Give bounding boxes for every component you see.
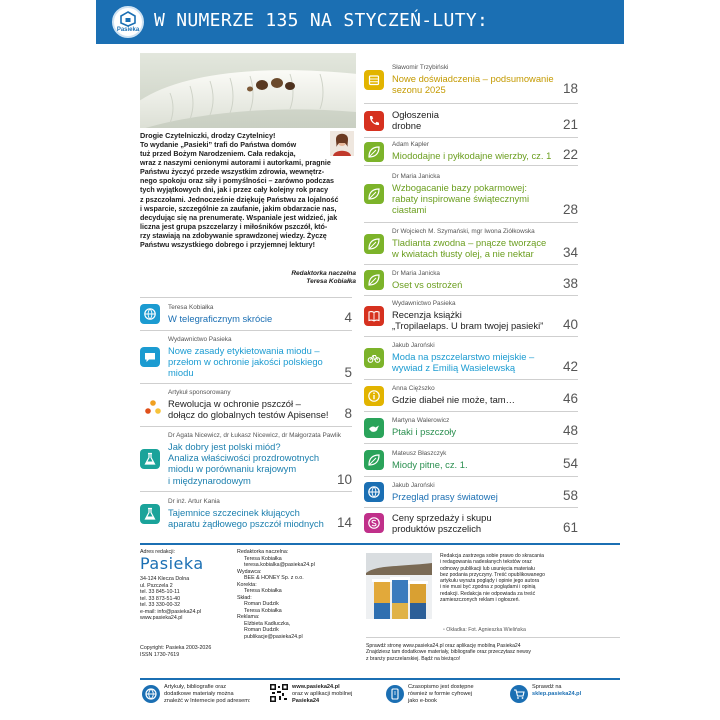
toc-title-line: aparatu żądłowego pszczół miodnych xyxy=(168,518,324,530)
disclaimer xyxy=(440,553,620,603)
bottom-line: www.pasieka24.pl xyxy=(292,684,340,690)
letter-signature xyxy=(291,270,356,287)
hive-icon xyxy=(364,70,384,90)
toc-page-number: 46 xyxy=(562,391,578,407)
cover-credit xyxy=(443,627,526,634)
toc-title-line: Ogłoszenia xyxy=(392,109,439,120)
toc-page-number: 22 xyxy=(562,147,578,163)
letter-line: i wsparcie, szczególnie za zaufanie, jakim obdarzacie nas, xyxy=(140,204,337,213)
staff-label: Wydawca: xyxy=(237,568,262,575)
toc-entry[interactable] xyxy=(140,491,352,535)
toc-title[interactable] xyxy=(392,182,560,216)
disclaimer-line: redakcji. Redakcja nie odpowiada za treść xyxy=(440,590,536,597)
signature-name: Teresa Kobiałka xyxy=(306,278,356,286)
toc-title-line: Gdzie diabeł nie może, tam… xyxy=(392,394,515,405)
toc-entry[interactable] xyxy=(140,297,352,329)
address-line: www.pasieka24.pl xyxy=(140,615,183,621)
toc-page-number: 18 xyxy=(562,81,578,97)
staff-label: Skład: xyxy=(237,594,252,601)
bottom-text-website xyxy=(292,684,352,704)
toc-title-line: „Tropilaelaps. U bram twojej pasieki” xyxy=(392,320,544,332)
toc-entry[interactable] xyxy=(364,165,578,221)
letter-line: z pszczołami. Jednocześnie dziękuję Państwu za lojalność xyxy=(140,195,339,204)
staff-line: Roman Dudzik xyxy=(244,627,279,633)
disclaimer-line: artykułu wyraża poglądy i opinie jego autora xyxy=(440,578,540,585)
globe-icon xyxy=(364,482,384,502)
magazine-page xyxy=(96,0,624,720)
toc-page-number: 61 xyxy=(562,520,578,536)
larva-photo xyxy=(140,53,356,128)
issue-title: W NUMERZE 135 NA STYCZEŃ-LUTY: xyxy=(154,10,489,31)
toc-entry[interactable] xyxy=(364,476,578,506)
toc-title[interactable] xyxy=(392,351,560,373)
hexagon-dots-icon xyxy=(140,395,160,415)
letter-body xyxy=(140,141,356,250)
staff-line: Teresa Kobiałka xyxy=(244,607,282,614)
toc-title-line: i międzynarodowym xyxy=(168,474,251,486)
letter-greeting: Drogie Czytelniczki, drodzy Czytelnicy! xyxy=(140,131,276,140)
toc-entry[interactable] xyxy=(364,264,578,294)
toc-title[interactable] xyxy=(392,491,560,502)
bottom-text-articles xyxy=(164,684,250,704)
toc-title-line: Tajemnice szczecinek kłujących xyxy=(168,507,300,518)
toc-page-number: 28 xyxy=(562,201,578,217)
staff-line: Teresa Kobiałka xyxy=(244,555,282,562)
toc-entry[interactable] xyxy=(140,426,352,489)
toc-title-line: Ceny sprzedaży i skupu xyxy=(392,512,492,523)
toc-author: Adam Kapler xyxy=(392,141,429,148)
disclaimer-line: zamieszczonych reklam i ogłoszeń. xyxy=(440,597,520,604)
leaf-icon xyxy=(364,234,384,254)
qr-icon[interactable] xyxy=(270,684,288,702)
toc-title-line: Analiza właściwości prozdrowotnych xyxy=(168,452,320,464)
toc-page-number: 54 xyxy=(562,456,578,472)
address-block xyxy=(140,576,201,622)
globe-icon xyxy=(140,304,160,324)
bottom-line: również w formie cyfrowej xyxy=(408,690,473,697)
toc-title-line: drobne xyxy=(392,120,422,132)
disclaimer-line: i redagowania nadesłanych tekstów oraz xyxy=(440,559,532,566)
bottom-line: Artykuły, bibliografie oraz xyxy=(164,684,227,690)
toc-entry[interactable] xyxy=(364,60,578,100)
chat-icon xyxy=(140,347,160,367)
toc-page-number: 21 xyxy=(562,117,578,133)
toc-author: Dr Maria Janicka xyxy=(392,173,440,180)
bottom-text-ebook xyxy=(408,684,474,704)
address-line: tel. 33 845-10-11 xyxy=(140,589,180,595)
letter-line: rzy stawiają na zdobywanie sprawdzonej wiedzy. Życzę xyxy=(140,231,327,240)
toc-title-line: przełom w ochronie jakości polskiego xyxy=(168,356,323,368)
bike-icon xyxy=(364,348,384,368)
coin-icon xyxy=(364,513,384,533)
cover-photo xyxy=(366,553,432,627)
letter-line: liczna jest grupa pszczelarzy i miłośników pszczół, któ- xyxy=(140,222,328,231)
flask-icon xyxy=(140,504,160,524)
toc-author: Artykuł sponsorowany xyxy=(168,389,231,396)
disclaimer-line: i nie musi być zgodna z poglądami i opinią xyxy=(440,584,536,591)
toc-author: Dr Agata Nicewicz, dr Łukasz Nicewicz, dr Małgorzata Pawlik xyxy=(168,432,341,439)
bottom-info-bar xyxy=(140,678,620,706)
toc-entry[interactable] xyxy=(364,379,578,410)
staff-label: Reklama: xyxy=(237,614,260,620)
toc-page-number: 14 xyxy=(336,515,352,531)
copyright-line: Copyright: Pasieka 2003-2026 xyxy=(140,645,212,651)
bottom-line: Pasieka24 xyxy=(292,697,320,704)
toc-author: Dr inż. Artur Kania xyxy=(168,498,220,505)
letter-line: tych wyjątkowych dni, jak i przez cały kolejny rok pracy xyxy=(140,186,329,195)
toc-entry[interactable] xyxy=(364,295,578,335)
hive-logo-icon xyxy=(119,11,137,27)
info-icon xyxy=(364,386,384,406)
logo-text: Pasieka xyxy=(116,27,140,33)
letter-line: tuż przed Bożym Narodzeniem. Cała redakcja, xyxy=(140,150,296,159)
letter-line: To wydanie „Pasieki” trafi do Państwa domów xyxy=(140,141,297,149)
toc-author: Jakub Jaroński xyxy=(392,482,435,489)
bottom-line: sklep.pasieka24.pl xyxy=(532,690,582,697)
toc-entry[interactable] xyxy=(364,222,578,263)
toc-title-line: w kwiatach tłusty olej, a nie nektar xyxy=(392,248,534,260)
toc-entry[interactable] xyxy=(140,330,352,382)
bottom-line: Sprawdź na xyxy=(532,684,562,690)
toc-page-number: 58 xyxy=(562,488,578,504)
toc-title[interactable] xyxy=(392,426,560,437)
toc-title-line: rabaty inspirowane świątecznymi xyxy=(392,193,530,205)
toc-title-line: produktów pszczelich xyxy=(392,523,482,535)
promo-text xyxy=(366,643,620,662)
toc-title-line: W telegraficznym skrócie xyxy=(168,313,273,324)
toc-author: Martyna Walerowicz xyxy=(392,417,450,424)
staff-label: Redaktorka naczelna: xyxy=(237,549,289,555)
letter-line: Państwu wszystkiego dobrego i przyjemnej lektury! xyxy=(140,241,315,250)
bottom-text-shop xyxy=(532,684,581,698)
toc-entry[interactable] xyxy=(140,383,352,425)
pasieka-logo xyxy=(112,6,144,38)
phone-icon xyxy=(364,111,384,131)
toc-title-line: Oset vs ostrożeń xyxy=(392,279,463,290)
camera-icon: ▫ xyxy=(443,627,445,633)
leaf-icon xyxy=(364,450,384,470)
toc-page-number: 48 xyxy=(562,423,578,439)
disclaimer-line: Redakcja zastrzega sobie prawo do skracania xyxy=(440,553,544,559)
toc-title[interactable] xyxy=(392,73,560,95)
toc-entry[interactable] xyxy=(364,507,578,537)
bird-icon xyxy=(364,418,384,438)
toc-page-number: 34 xyxy=(562,245,578,261)
globe-icon xyxy=(142,685,160,703)
toc-entry[interactable] xyxy=(364,103,578,136)
toc-title-line: Miododajne i pyłkodajne wierzby, cz. 1 xyxy=(392,150,552,161)
bottom-line: jako e-book xyxy=(408,697,437,704)
editor-letter xyxy=(140,131,356,292)
ebook-icon xyxy=(386,685,404,703)
toc-page-number: 42 xyxy=(562,359,578,375)
letter-line: decydując się na prenumeratę. Wspaniale jest widzieć, jak xyxy=(140,213,338,222)
toc-title-line: Nowe zasady etykietowania miodu – xyxy=(168,345,320,356)
toc-title-line: Przegląd prasy światowej xyxy=(392,491,498,502)
toc-title-line: Moda na pszczelarstwo miejskie – xyxy=(392,351,535,362)
toc-title-line: Miody pitne, cz. 1. xyxy=(392,459,468,470)
toc-author: Mateusz Błaszczyk xyxy=(392,450,447,457)
toc-author: Wydawnictwo Pasieka xyxy=(168,336,232,343)
toc-title[interactable] xyxy=(392,150,560,161)
letter-line: wraz z naszymi cenionymi autorami i autorkami, pragnie xyxy=(140,159,331,168)
disclaimer-line: odmowy publikacji lub usunięcia materiału xyxy=(440,565,535,572)
bottom-line: oraz w aplikacji mobilnej xyxy=(292,690,353,697)
toc-title[interactable] xyxy=(392,512,560,534)
staff-line: teresa.kobialka@pasieka24.pl xyxy=(244,562,315,568)
letter-line: nego spokoju oraz siły i pomyślności – zarówno podczas xyxy=(140,177,335,186)
toc-page-number: 40 xyxy=(562,317,578,333)
address-line: tel. 33 330-00-32 xyxy=(140,602,181,608)
toc-title-line: Nowe doświadczenia – podsumowanie xyxy=(392,73,554,84)
toc-title[interactable] xyxy=(168,313,368,324)
bottom-line: Czasopismo jest dostępne xyxy=(408,684,474,690)
address-line: tel. 33 873-51-40 xyxy=(140,595,181,602)
toc-title-line: Rewolucja w ochronie pszczół – xyxy=(168,398,301,409)
toc-author: Dr Wojciech M. Szymański, mgr Iwona Ziółkowska xyxy=(392,228,535,235)
staff-line: Roman Dudzik xyxy=(244,601,279,607)
toc-author: Anna Cięższko xyxy=(392,385,435,392)
bottom-line: dodatkowe materiały można xyxy=(164,690,234,697)
promo-line: z branży pszczelarskiej. Bądź na bieżąco! xyxy=(366,655,461,662)
toc-title-line: Wzbogacanie bazy pokarmowej: xyxy=(392,182,527,193)
toc-title-line: dołącz do globalnych testów Apisense! xyxy=(168,409,329,421)
flask-icon xyxy=(140,449,160,469)
staff-line: Elżbieta Kadłuczka, xyxy=(244,620,291,627)
staff-line: BEE & HONEY Sp. z o.o. xyxy=(244,575,304,581)
leaf-icon xyxy=(364,142,384,162)
masthead xyxy=(140,545,620,675)
toc-title-line: sezonu 2025 xyxy=(392,84,446,96)
toc-author: Teresa Kobiałka xyxy=(168,304,214,311)
toc-title[interactable] xyxy=(392,279,560,290)
toc-author: Dr Maria Janicka xyxy=(392,270,440,277)
toc-page-number: 10 xyxy=(336,471,352,487)
toc-title-line: ciastami xyxy=(392,204,427,216)
promo-line: Sprawdź stronę www.pasieka24.pl oraz aplikację mobilną Pasieka24 xyxy=(366,643,521,649)
staff-label: Korekta: xyxy=(237,581,257,588)
toc-title-line: Ptaki i pszczoły xyxy=(392,426,457,437)
cover-credit-text: Okładka: Fot. Agnieszka Wielińska xyxy=(446,627,526,633)
toc-title[interactable] xyxy=(392,109,560,131)
signature-role: Redaktorka naczelna xyxy=(291,270,356,277)
leaf-icon xyxy=(364,270,384,290)
address-line: 34-124 Klecza Dolna xyxy=(140,576,190,582)
toc-title-line: miodu xyxy=(168,367,194,379)
address-line: ul. Pszczela 2 xyxy=(140,582,173,589)
toc-title[interactable] xyxy=(392,394,560,405)
masthead-brand: Pasieka xyxy=(140,554,204,573)
staff-line: publikacje@pasieka24.pl xyxy=(244,633,303,640)
toc-entry[interactable] xyxy=(364,336,578,378)
toc-author: Jakub Jaroński xyxy=(392,342,435,349)
page-header xyxy=(96,0,624,44)
toc-page-number: 8 xyxy=(344,406,352,422)
toc-author: Wydawnictwo Pasieka xyxy=(392,300,456,307)
address-label: Adres redakcji: xyxy=(140,549,176,555)
toc-entry[interactable] xyxy=(364,137,578,164)
toc-title-line: Jak dobry jest polski miód? xyxy=(168,441,281,452)
book-icon xyxy=(364,306,384,326)
toc-page-number: 5 xyxy=(344,364,352,380)
leaf-icon xyxy=(364,184,384,204)
toc-title-line: miodu w porównaniu krajowym xyxy=(168,463,297,475)
disclaimer-line: bez podania przyczyny. Treść opublikowanego xyxy=(440,571,545,578)
bottom-line: znaleźć w Internecie pod adresem: xyxy=(164,697,251,704)
copyright-line: ISSN 1730-7619 xyxy=(140,651,180,658)
toc-page-number: 38 xyxy=(562,276,578,292)
toc-author: Sławomir Trzybiński xyxy=(392,64,449,71)
toc-title-line: wywiad z Emilią Wasielewską xyxy=(392,362,516,374)
toc-title[interactable] xyxy=(168,398,368,420)
promo-line: Znajdziesz tam dodatkowe materiały, bibliografie oraz przeczytasz newsy xyxy=(366,649,531,656)
toc-entry[interactable] xyxy=(364,411,578,442)
copyright-block xyxy=(140,645,211,658)
address-line: e-mail: info@pasieka24.pl xyxy=(140,608,202,615)
toc-title[interactable] xyxy=(168,345,368,379)
toc-page-number: 4 xyxy=(344,310,352,326)
toc-title[interactable] xyxy=(392,309,560,331)
staff-line: Teresa Kobiałka xyxy=(244,588,282,594)
staff-block xyxy=(237,549,315,640)
cart-icon xyxy=(510,685,528,703)
toc-title-line: Recenzja książki xyxy=(392,309,462,320)
toc-title-line: Tladianta zwodna – pnącze tworzące xyxy=(392,237,547,248)
letter-line: Państwu życzyć przede wszystkim zdrowia, wewnętrz- xyxy=(140,168,325,177)
toc-title[interactable] xyxy=(392,237,560,259)
toc-entry[interactable] xyxy=(364,443,578,475)
toc-title[interactable] xyxy=(392,459,560,470)
promo-divider xyxy=(366,637,620,638)
